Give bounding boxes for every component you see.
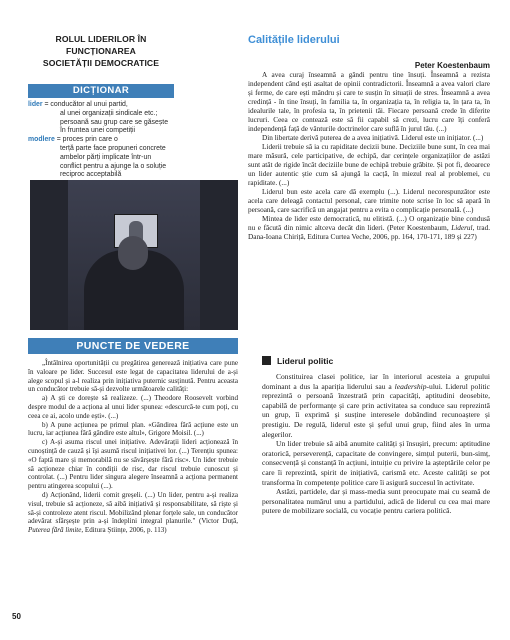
dictionary-entry — [28, 101, 174, 136]
viewpoints-body — [28, 359, 238, 535]
dictionary-definition: = conducător al unui partid, — [42, 101, 128, 108]
viewpoints-paragraph: b) A pune acțiunea pe primul plan. «Gândirea fără acțiune este un lucru, iar acțiunea fără gândire este altul», Grigore Moisil. (...) — [28, 420, 238, 438]
viewpoints-citation: , Editura Științe, 2006, p. 113) — [81, 526, 167, 535]
page-number: 50 — [12, 612, 21, 621]
political-leader-body — [262, 372, 490, 516]
article-title: Calitățile liderului — [248, 34, 340, 46]
article-author: Peter Koestenbaum — [414, 61, 490, 70]
article-paragraph-with-citation — [248, 215, 490, 242]
dictionary-entry — [28, 136, 174, 180]
political-leader-heading — [262, 356, 333, 366]
article-paragraph-text: Mintea de lider este democratică, nu elitistă. (...) O organizație bine condusă nu e făcută din nimic altceva decât din lideri. — [248, 215, 490, 232]
article-paragraph: A avea curaj înseamnă a gândi pentru tine însuți. Înseamnă a rezista independent când ești asaltat de opinii contradictorii. Înseamnă a avea valori clare și ferme, de care ești mândru și care te susțin în situații de stres. Înseamnă a avea credință - în tine însuți, în familia ta, în organizația ta, în religia ta, în țara ta, în idealurile tale, în profesia ta, în prietenii tăi. Fiecare persoană crede în diferite lucruri. Ceea ce contează este să fii capabil să crezi, lucru care îți conferă independență față de vânturile doctrinelor care suflă în jurul tău. (...) — [248, 71, 490, 133]
article-paragraph: Liderii trebuie să ia cu rapiditate decizii bune. Deciziile bune sunt, în cea mai mare măsură, cele participative, de echipă, dar cerințele organizațiilor de astăzi sunt atât de rigide încât deciziile bune de echipă trebuie grăbite. Și pot fi, deoarece un lider autentic știe cum să ajungă la cacță, în miezul real al problemei, cu rapiditate. (...) — [248, 143, 490, 187]
viewpoints-paragraph: „Întâlnirea oportunității cu pregătirea generează inițiativa care pune în valoare pe lider. Succesul este legat de capacitatea liderului de a-și alege scopul și a-l realiza prin inițiativa puternic susținută. Pentru aceasta un conducător trebuie să-și dezvolte următoarele calități: — [28, 359, 238, 394]
lesson-title-line: SOCIETĂȚII DEMOCRATICE — [42, 58, 160, 68]
dictionary-definition: terță parte face propuneri concrete ambelor părți implicate într-un conflict pentru a ajunge la o soluție reciproc acceptabilă — [60, 144, 167, 179]
political-leader-paragraph: Astăzi, partidele, dar și mass-media sunt preocupate mai cu seamă de personalitatea numărul unu a partidului, adică de liderul cu cea mai mare putere de mobilizare socială, cu vocație pentru cariera politică. — [262, 487, 490, 516]
dictionary-box — [28, 101, 174, 180]
lesson-title-line: FUNCȚIONAREA — [66, 46, 136, 56]
article-citation: (Peter Koestenbaum, — [387, 224, 449, 232]
paragraph-text: -ului. Liderul politic reprezintă o persoană înzestrată prin capacități, aptitudini deosebite, capabilă de performanțe și care prin activitatea sa conduce sau reprezintă un grup, îi exprimă și susține interesele dobândind recunoaștere și prestigiu. De regulă, liderul este și șeful unui grup, fiind ales în urma alegerilor. — [262, 381, 490, 439]
dictionary-term: modlere — [28, 136, 55, 144]
dictionary-heading: DICȚIONAR — [28, 84, 174, 98]
dictionary-definition: = proces prin care o — [54, 136, 118, 144]
viewpoints-paragraph: c) A-și asuma riscul unei inițiative. Adevărații lideri acționează în cunoștință de cauză și își asumă riscul inițiativei lor. (...) Terențiu spunea: «O faptă mare și memorabilă nu se săvârșește fără risc». Un lider trebuie să acționeze chiar în condiții de risc, dar riscul trebuie cunoscut și controlat. (...) Pentru lider singura alegere înseamnă a acționa permanent pentru atingerea scopului (...). — [28, 438, 238, 491]
leader-photo — [30, 180, 238, 330]
article-citation-title: Liderul — [451, 224, 473, 232]
article-body — [248, 71, 490, 242]
paragraph-text: Constituirea clasei politice, iar în interiorul acesteia a grupului dominant a dus la apariția liderului sau a — [262, 372, 490, 391]
article-citation: , trad. Dana-Ioana Chiriță, Editura Curtea Veche, 2006, pp. 164, 170-171, 189 și 227) — [248, 224, 491, 241]
article-paragraph: Liderul bun este acela care dă exemplu (...). Liderul necorespunzător este acela care deleagă contactul personal, care trimite note scrise în loc să apară în persoană, care sacrifică un angajat pentru a evita o complicație personală. (...) — [248, 188, 490, 214]
italic-term: leadership — [394, 381, 427, 391]
viewpoints-paragraph-with-citation — [28, 491, 238, 535]
viewpoints-paragraph-text: d) Acționând, liderii comit greșeli. (...) Un lider, pentru a-și realiza visul, trebuie să acționeze, să aibă inițiativă și responsabilitate, să riște și să-și controleze atent riscul. Mobilizând plenar forțele sale, un conducător adevărat sfârșește prin a-și îndeplini integral planurile." (Victor Duță, — [28, 490, 238, 526]
viewpoints-citation-title: Puterea fără limite — [28, 526, 82, 535]
political-leader-paragraph — [262, 372, 490, 439]
political-leader-heading-text: Liderul politic — [277, 356, 334, 366]
dictionary-term: lider — [28, 101, 43, 108]
viewpoints-paragraph: a) A ști ce dorește să realizeze. (...) Theodore Roosevelt vorbind despre modul de a acționa al unui lider spunea: «descurcă-te cum poți, cu ceea ce ai, acolo unde ești». (...) — [28, 394, 238, 420]
lesson-title-line: ROLUL LIDERILOR ÎN — [55, 34, 147, 44]
article-paragraph: Din libertate derivă puterea de a avea inițiativă. Liderul este un inițiator. (...) — [262, 134, 484, 142]
speaker-head — [118, 236, 148, 270]
political-leader-paragraph: Un lider trebuie să aibă anumite calități și însușiri, precum: aptitudine oratorică, perseverență, capacitate de convingere, simțul puterii, bun-simț, consecvență și constanță în acțiuni, intuiție cu privire la așteptările celor pe care îi reprezintă, spirit de inițiativă, carismă etc. Aceste calități se pot transforma în competențe politice care îi asigură succesul în activitate. — [262, 439, 490, 487]
square-bullet-icon — [262, 356, 271, 365]
dictionary-definition: al unei organizații sindicale etc.; persoană sau grup care se găsește în fruntea unei competiții — [60, 109, 169, 135]
viewpoints-heading: PUNCTE DE VEDERE — [28, 338, 238, 354]
lesson-title — [28, 33, 174, 69]
